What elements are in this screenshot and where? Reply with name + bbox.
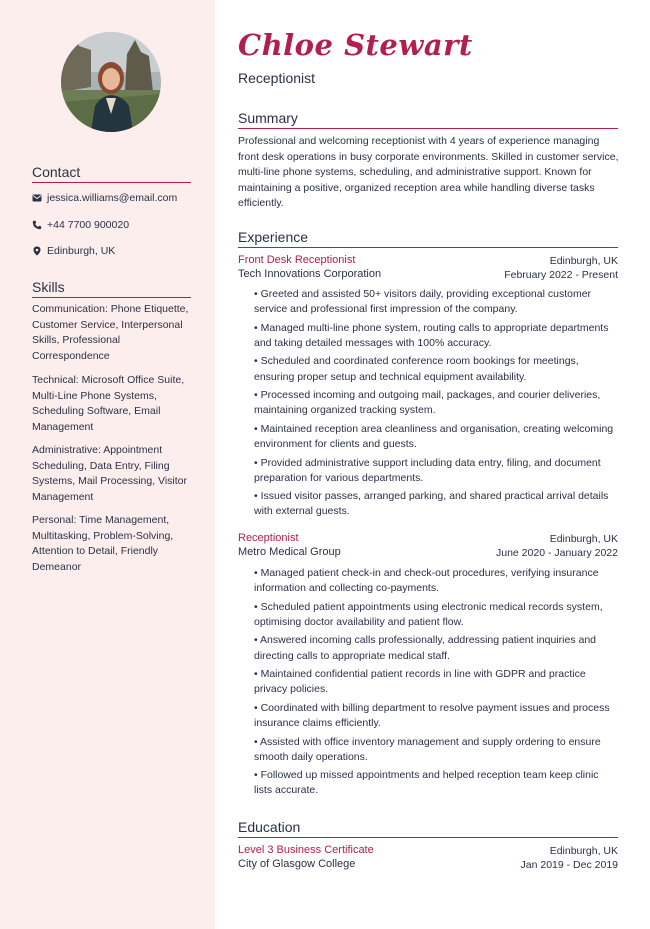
- skill-technical: Technical: Microsoft Office Suite, Multi-Line Phone Systems, Scheduling Software, Email Management: [32, 374, 185, 433]
- contact-location: [32, 245, 115, 257]
- job-bullet: • Managed multi-line phone system, routing calls to appropriate departments and taking detailed messages with 100% accuracy.: [254, 321, 618, 351]
- candidate-name: Chloe Stewart: [238, 28, 473, 62]
- job-bullet: • Assisted with office inventory management and supply ordering to ensure smooth daily operations.: [254, 735, 618, 765]
- education-degree: Level 3 Business Certificate: [238, 844, 374, 856]
- job-bullet: • Followed up missed appointments and helped reception team keep clinic lists accurate.: [254, 768, 618, 798]
- job-bullet: • Managed patient check-in and check-out procedures, verifying insurance information and collecting co-payments.: [254, 566, 618, 596]
- job-title: Front Desk Receptionist: [238, 254, 356, 266]
- mail-icon: [32, 193, 42, 203]
- job-location: Edinburgh, UK: [549, 255, 618, 267]
- job-bullets: [254, 566, 618, 802]
- job-bullet: • Processed incoming and outgoing mail, packages, and courier deliveries, maintaining organized tracking system.: [254, 388, 618, 418]
- job-dates: June 2020 - January 2022: [495, 547, 618, 559]
- job-dates: February 2022 - Present: [504, 269, 618, 281]
- experience-heading: Experience: [238, 229, 618, 248]
- job-bullet: • Maintained confidential patient records in line with GDPR and practice privacy policies.: [254, 667, 618, 697]
- job-location: Edinburgh, UK: [549, 533, 618, 545]
- job-bullet: • Answered incoming calls professionally, addressing patient inquiries and directing calls to appropriate medical staff.: [254, 633, 618, 663]
- location-pin-icon: [32, 246, 42, 256]
- candidate-role: Receptionist: [238, 70, 316, 86]
- job-bullet: • Scheduled patient appointments using electronic medical records system, optimising doctor availability and patient flow.: [254, 600, 618, 630]
- job-company: Metro Medical Group: [238, 546, 341, 558]
- job-bullet: • Provided administrative support including data entry, filing, and document preparation for various departments.: [254, 456, 618, 486]
- phone-icon: [32, 220, 42, 230]
- summary-heading: Summary: [238, 110, 618, 129]
- job-title: Receptionist: [238, 532, 299, 544]
- summary-text: Professional and welcoming receptionist with 4 years of experience managing front desk operations in busy corporate environments. Skilled in customer service, multi-line phone systems, scheduling, and administrative support. Known for maintaining a positive, organized reception area while handling diverse tasks efficiently.: [238, 135, 619, 209]
- education-dates: Jan 2019 - Dec 2019: [520, 859, 618, 871]
- skill-administrative: Administrative: Appointment Scheduling, Data Entry, Filing Systems, Mail Processing, Visitor Management: [32, 444, 188, 503]
- sidebar: [0, 0, 215, 929]
- job-bullet: • Coordinated with billing department to resolve payment issues and process insurance claims efficiently.: [254, 701, 618, 731]
- education-location: Edinburgh, UK: [549, 845, 618, 857]
- job-bullet: • Greeted and assisted 50+ visitors daily, providing exceptional customer service and professional first impression of the company.: [254, 287, 618, 317]
- job-company: Tech Innovations Corporation: [238, 268, 382, 280]
- email-text: jessica.williams@email.com: [47, 192, 178, 204]
- job-bullet: • Maintained reception area cleanliness and organisation, creating welcoming environment for clients and guests.: [254, 422, 618, 452]
- location-text: Edinburgh, UK: [47, 245, 116, 257]
- contact-phone[interactable]: [32, 219, 129, 231]
- education-heading: Education: [238, 819, 618, 838]
- phone-text: +44 7700 900020: [47, 219, 130, 231]
- contact-email[interactable]: [32, 192, 177, 204]
- job-bullets: [254, 287, 618, 523]
- education-school: City of Glasgow College: [238, 858, 356, 870]
- job-bullet: • Issued visitor passes, arranged parking, and shared practical arrival details with external guests.: [254, 489, 618, 519]
- profile-photo: [61, 32, 161, 132]
- skill-communication: Communication: Phone Etiquette, Customer Service, Interpersonal Skills, Professional Correspondence: [32, 303, 189, 362]
- skill-personal: Personal: Time Management, Multitasking, Problem-Solving, Attention to Detail, Friendly Demeanor: [32, 514, 174, 573]
- job-bullet: • Scheduled and coordinated conference room bookings for meetings, ensuring proper setup and technical equipment availability.: [254, 354, 618, 384]
- skills-heading: Skills: [32, 279, 191, 298]
- contact-heading: Contact: [32, 164, 191, 183]
